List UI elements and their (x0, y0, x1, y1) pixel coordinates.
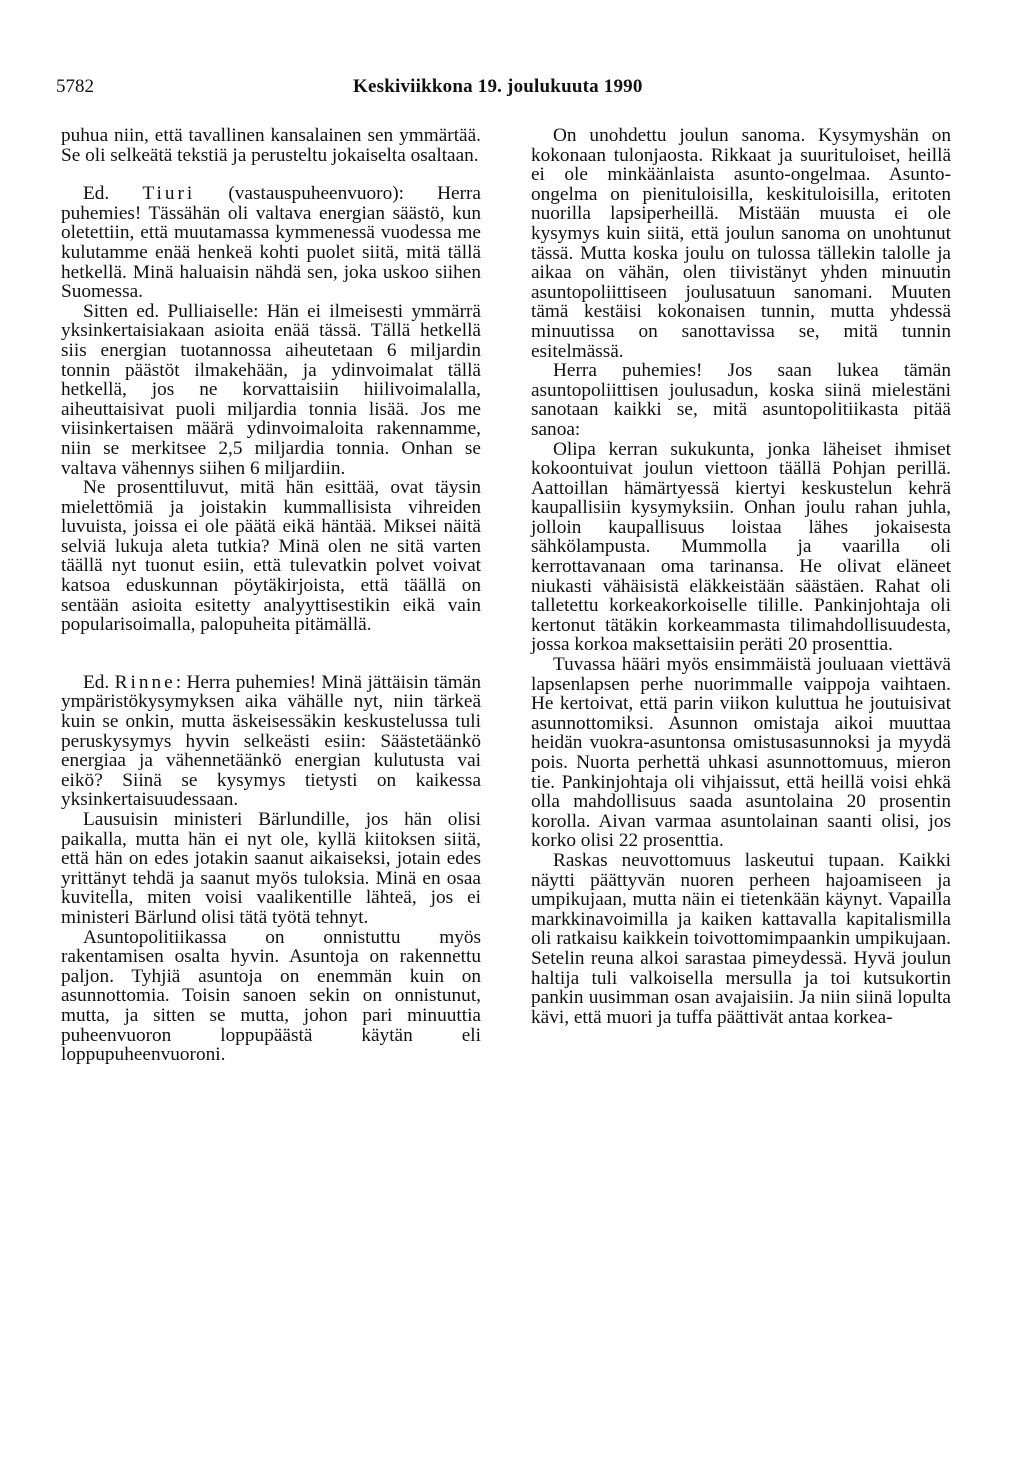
speaker-name: Tiuri (142, 183, 196, 205)
page-header (56, 76, 968, 100)
speech-prefix: Ed. (83, 183, 110, 205)
paragraph: Sitten ed. Pulliaiselle: Hän ei ilmeisesti ymmärrä yksinkertaisiakaan asioita enää tässä. Tällä hetkellä siis energian tuotannossa aiheutetaan 6 miljardin tonnin päästöt ilmakehään, ja ydinvoimalat tällä hetkellä, jos ne korvattaisiin hiilivoimalalla, aiheuttaisivat puoli miljardia tonnia lisää. Jos me viisinkertaisen määrä ydinvoimaloita rakennamme, niin se merkitsee 2,5 miljardia tonnia. Onhan se valtava vähennys siihen 6 miljardiin. (61, 300, 481, 479)
left-column (61, 126, 481, 1065)
paragraph: Ne prosenttiluvut, mitä hän esittää, ovat täysin mielettömiä ja joistakin kummallisista vihreiden luvuista, joissa ei ole päätä eikä häntää. Miksei näitä selviä lukuja aleta tutkia? Minä olen ne sitä varten täällä nyt tuonut esiin, että tulevatkin polvet voivat katsoa eduskunnan pöytäkirjoista, että täällä on sentään asioita esitetty analyyttisestikin eikä vain popularisoimalla, palopuheita pitämällä. (61, 477, 481, 636)
paragraph: Raskas neuvottomuus laskeutui tupaan. Kaikki näytti päättyvän nuoren perheen hajoamiseen ja umpikujaan, mutta näin ei tietenkään käynyt. Vapailla markkinavoimilla ja kaiken kattavalla kapitalismilla oli ratkaisu kaikkein toivottomimpaankin umpikujaan. Setelin reuna alkoi sarastaa pimeydessä. Hyvä joulun haltija tuli valkoisella mersulla ja toi kutsukortin pankin uusimman osan avajaisiin. Ja niin siinä lopulta kävi, että muori ja tuffa päättivät antaa korkea- (531, 849, 951, 1028)
page-number: 5782 (56, 76, 94, 97)
speech-intro-tiuri (61, 184, 481, 302)
speech-text: (vastauspuheenvuoro): Herra puhemies! Tässähän oli valtava energian säästö, kun oletettiin, että muutamassa kymmenessä vuodessa me kulutamme enää henkeä kohti puolet siitä, mitä tällä hetkellä. Minä haluaisin nähdä sen, joka uskoo siihen Suomessa. (61, 183, 481, 303)
running-title: Keskiviikkona 19. joulukuuta 1990 (353, 76, 643, 97)
paragraph: Lausuisin ministeri Bärlundille, jos hän olisi paikalla, mutta hän ei nyt ole, kyllä kiitoksen siitä, että hän on edes jotakin saanut aikaiseksi, jotain edes yrittänyt tehdä ja saanut myös tuloksia. Minä en osaa kuvitella, miten voisi vaalikentille lähteä, jos ei ministeri Bärlund olisi tätä työtä tehnyt. (61, 809, 481, 928)
paragraph: puhua niin, että tavallinen kansalainen sen ymmärtää. Se oli selkeätä tekstiä ja perusteltu jokaiselta osaltaan. (61, 125, 481, 166)
paragraph: Olipa kerran sukukunta, jonka läheiset ihmiset kokoontuivat joulun viettoon täällä Pohjan perillä. Aattoillan hämärtyessä kiertyi keskustelun kehrä kaupallisiin kysymyksiin. Onhan joulu rahan juhla, jolloin kaupallisuus loistaa lähes jokaisesta sähkölampusta. Mummolla ja vaarilla oli kerrottavanaan oma tarinansa. He olivat eläneet niukasti vähäisistä eläkkeistään säästäen. Rahat oli talletettu korkeakorkoiselle tilille. Pankinjohtaja oli kertonut tätäkin korkeammasta tilimahdollisuudesta, jossa korkoa maksettaisiin peräti 20 prosenttia. (531, 438, 951, 656)
right-column (531, 126, 951, 1027)
speech-intro-rinne (61, 673, 481, 810)
speech-prefix: Ed. (83, 671, 110, 693)
speaker-name: Rinne (114, 671, 176, 693)
paragraph: On unohdettu joulun sanoma. Kysymyshän on kokonaan tulonjaosta. Rikkaat ja suurituloiset, heillä ei ole minkäänlaista asunto-ongelmaa. Asunto-ongelma on pienituloisilla, keskituloisilla, eritoten nuorilla lapsiperheillä. Mistään muusta ei ole kysymys kuin siitä, että joulun sanoma on unohtunut tässä. Mutta koska joulu on tulossa tällekin talolle ja aikaa on vähän, olen tiivistänyt yhden minuutin asuntopoliittiseen joulusatuun sanomani. Muuten tämä kestäisi kokonaisen tunnin, mutta yhdessä minuutissa on sanottavissa se, mitä tunnin esitelmässä. (531, 125, 951, 362)
paragraph: Herra puhemies! Jos saan lukea tämän asuntopoliittisen joulusadun, koska siinä mielestäni sanotaan kaikki se, mitä asuntopolitiikasta pitää sanoa: (531, 360, 951, 440)
paragraph: Asuntopolitiikassa on onnistuttu myös rakentamisen osalta hyvin. Asuntoja on rakennettu paljon. Tyhjiä asuntoja on enemmän kuin on asunnottomia. Toisin sanoen sekin on onnistunut, mutta, ja sitten se mutta, johon pari minuuttia puheenvuoron loppupäästä käytän eli loppupuheenvuoroni. (61, 926, 481, 1066)
paragraph: Tuvassa hääri myös ensimmäistä jouluaan viettävä lapsenlapsen perhe nuorimmalle vaippoja vaihtaen. He kertoivat, että parin viikon kuluttua he joutuisivat asunnottomiksi. Asunnon omistaja aikoi muuttaa heidän vuokra-asuntonsa omistusasunnoksi ja myydä pois. Nuorta perhettä uhkasi asunnottomuus, mieron tie. Pankinjohtaja oli vihjaissut, että heillä voisi ehkä olla mahdollisuus saada asuntolaina 20 prosentin korolla. Aivan varmaa asuntolainan saanti olisi, jos korko olisi 22 prosenttia. (531, 654, 951, 852)
speech-text: : Herra puhemies! Minä jättäisin tämän ympäristökysymyksen aika vähälle nyt, niin tärkeä kuin se onkin, mutta äskeisessäkin keskustelussa tuli peruskysymys hyvin selkeästi esiin: Säästetäänkö energiaa ja vähennetäänkö energian kulutusta vai eikö? Siinä se kysymys tietysti on kaikessa yksinkertaisuudessaan. (61, 671, 482, 811)
